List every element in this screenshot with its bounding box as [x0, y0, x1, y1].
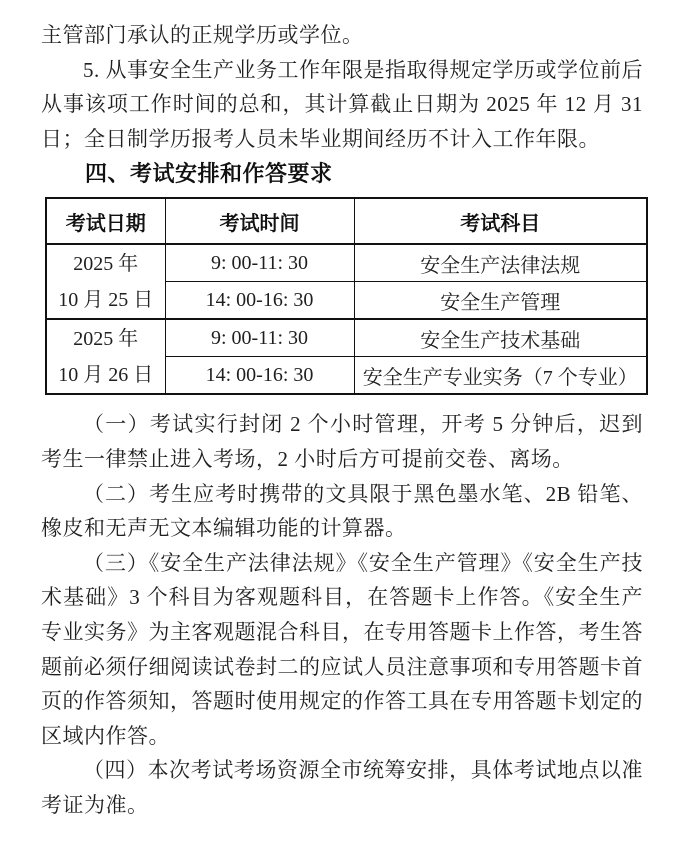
exam-date-year: 2025 年	[73, 327, 139, 350]
paragraph-rule-3: （三）《安全生产法律法规》《安全生产管理》《安全生产技术基础》3 个科目为客观题科目，在答题卡上作答。《安全生产专业实务》为主客观题混合科目，在专用答题卡上作答，考生答题前必须仔细阅读试卷封二的应试人员注意事项和专用答题卡首页的作答须知，答题时使用规定的作答工具在专用答题卡划定的区域内作答。	[41, 550, 643, 748]
exam-subject-cell: 安全生产管理	[354, 282, 647, 320]
paragraph-rule-1: （一）考试实行封闭 2 个小时管理，开考 5 分钟后，迟到考生一律禁止进入考场，2 小时后方可提前交卷、离场。	[41, 412, 643, 471]
exam-date-day: 10 月 26 日	[58, 363, 154, 386]
exam-schedule-table	[45, 197, 648, 395]
exam-date-cell-oct-26	[46, 319, 165, 394]
paragraph-rule-2: （二）考生应考时携带的文具限于黑色墨水笔、2B 铅笔、橡皮和无声无文本编辑功能的计算器。	[41, 481, 643, 541]
exam-time-cell: 9: 00-11: 30	[165, 319, 354, 357]
answering-requirements-section	[41, 407, 643, 822]
table-row	[46, 319, 647, 357]
exam-time-cell: 14: 00-16: 30	[165, 282, 354, 320]
exam-date-cell-oct-25	[46, 244, 165, 319]
table-row	[46, 244, 647, 282]
exam-subject-cell: 安全生产专业实务（7 个专业）	[354, 357, 647, 395]
column-header-exam-time: 考试时间	[165, 198, 354, 244]
paragraph-rule-4: （四）本次考试考场资源全市统筹安排，具体考试地点以准考证为准。	[41, 758, 643, 817]
exam-subject-cell: 安全生产法律法规	[354, 244, 647, 282]
column-header-exam-subject: 考试科目	[354, 198, 647, 244]
section-heading-exam-arrangement: 四、考试安排和作答要求	[85, 161, 333, 187]
exam-subject-cell: 安全生产技术基础	[354, 319, 647, 357]
exam-date-day: 10 月 25 日	[58, 288, 154, 311]
column-header-exam-date: 考试日期	[46, 198, 165, 244]
paragraph-item-5: 5. 从事安全生产业务工作年限是指取得规定学历或学位前后从事该项工作时间的总和，其计算截止日期为 2025 年 12 月 31 日；全日制学历报考人员未毕业期间经历不计入工作年限。	[41, 57, 643, 151]
exam-time-cell: 9: 00-11: 30	[165, 244, 354, 282]
exam-time-cell: 14: 00-16: 30	[165, 357, 354, 395]
exam-date-year: 2025 年	[73, 252, 139, 275]
table-header-row	[46, 198, 647, 244]
paragraph-continuation: 主管部门承认的正规学历或学位。	[41, 23, 364, 47]
